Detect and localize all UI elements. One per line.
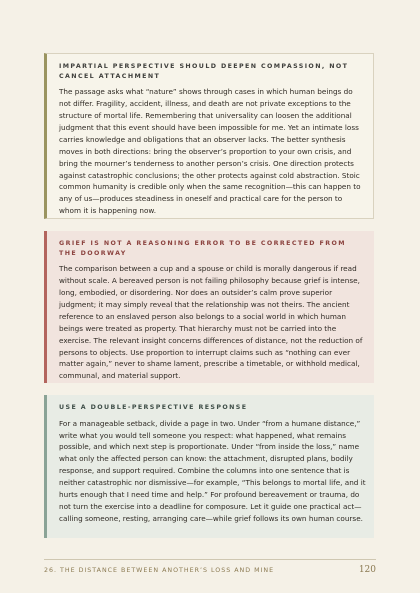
page-footer: [44, 559, 376, 574]
callout-double-perspective: [44, 395, 374, 538]
callout-body: The passage asks what “nature” shows through cases in which human beings do not differ. Fragility, accident, illness, and death are not private exceptions to the structure of mortal life. Remembering that universality can loosen the additional judgment that this event should have been impossible for me. Yet an intimate loss carries knowledge and obligations that an observer lacks. The better synthesis moves in both directions: bring the observer’s proportion to your own crisis, and bring the mourner’s tenderness to another person’s crisis. One direction protects against catastrophic conclusions; the other protects against cold abstraction. Stoic common humanity is credible only when the same recognition—this can happen to any of us—produces steadiness in oneself and practical care for the person to whom it is happening now.: [59, 87, 361, 216]
callout-impartial-perspective: [44, 53, 374, 219]
callout-heading: USE A DOUBLE-PERSPECTIVE RESPONSE: [59, 404, 248, 411]
chapter-title: 26. THE DISTANCE BETWEEN ANOTHER’S LOSS AND MINE: [44, 567, 275, 574]
callout-heading: IMPARTIAL PERSPECTIVE SHOULD DEEPEN COMPASSION, NOT CANCEL ATTACHMENT: [59, 63, 349, 80]
page-number: 120: [358, 565, 376, 575]
callout-heading: GRIEF IS NOT A REASONING ERROR TO BE CORRECTED FROM THE DOORWAY: [59, 240, 346, 257]
callout-grief-not-error: [44, 231, 374, 383]
callout-body: For a manageable setback, divide a page in two. Under “from a humane distance,” write what you would tell someone you respect: what happened, what remains possible, and which next step is proportionate. Under “from inside the loss,” name what only the affected person can know: the attachment, disrupted plans, bodily response, and support required. Combine the columns into one sentence that is neither catastrophic nor dismissive—for example, “This belongs to mortal life, and it hurts enough that I need time and help.” For profound bereavement or trauma, do not turn the exercise into a deadline for composure. Let it guide one practical act—calling someone, resting, arranging care—while grief follows its own human course.: [59, 418, 366, 523]
callout-body: The comparison between a cup and a spouse or child is morally dangerous if read without scale. A bereaved person is not failing philosophy because grief is intense, long, embodied, or disordering. Nor does an outsider’s calm prove superior judgment; it may simply reveal that the relationship was not theirs. The ancient reference to an enslaved person also belongs to a social world in which human beings were treated as property. That hierarchy must not be carried into the exercise. The relevant insight concerns differences of distance, not the reduction of persons to objects. Use proportion to interrupt claims such as “nothing can ever matter again,” never to shame lament, prescribe a timetable, or withhold medical, communal, and material support.: [59, 264, 363, 381]
